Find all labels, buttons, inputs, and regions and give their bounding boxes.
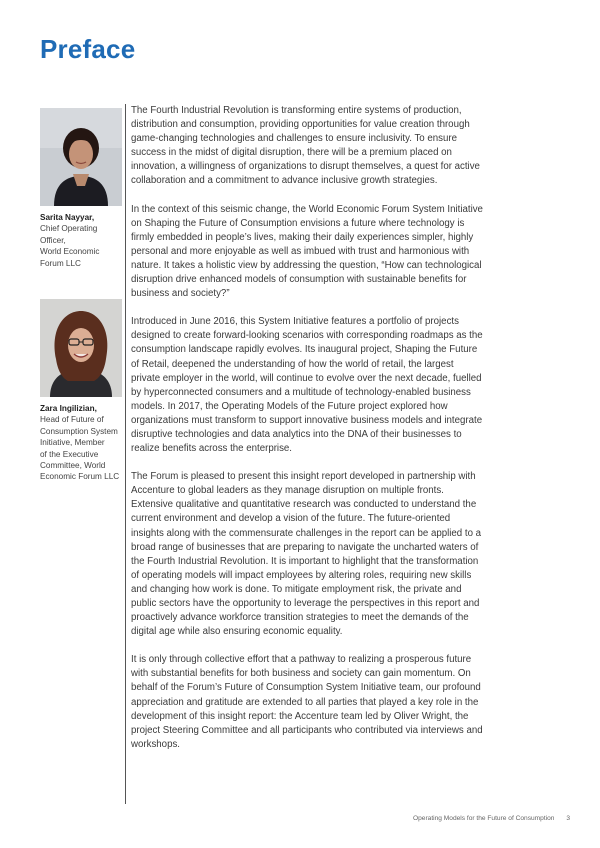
body-paragraph: Introduced in June 2016, this System Initiative features a portfolio of projects designed to create forward-looking scenarios with corresponding roadmaps as the consumption landscape rapidly evolves. Its inaugural project, Shaping the Future of Retail, deepened the understanding of how the world of retail, the largest private employer in the world, will continue to evolve over the next decade, fuelled by hyperconnected consumers and a multitude of technology-enabled business models. In 2017, the Operating Models of the Future project explored how organizations must transform to support innovative business models and integrate disruptive technologies and data analytics into the DNA of their businesses to realize benefits across the enterprise. [131,316,483,455]
author-photo [40,299,122,397]
page-number: 3 [566,815,570,822]
body-paragraph: In the context of this seismic change, the World Economic Forum System Initiative on Shaping the Future of Consumption envisions a future where technology is firmly embedded in people’s lives, making their daily experiences simpler, highly personal and more enjoyable as well as imbued with trust and harmonious with nature. It takes a holistic view by addressing the question, “How can technological disruption drive enhanced models of consumption with sustainable benefits for business and society?” [131,203,483,300]
body-paragraph: It is only through collective effort that a pathway to realizing a prosperous future with substantial benefits for both business and society can gain momentum. On behalf of the Forum’s Future of Consumption System Initiative team, our profound appreciation and gratitude are extended to all parties that played a key role in the development of this insight report: the Accenture team led by Oliver Wright, the project Steering Committee and all participants who contributed via interviews and workshops. [131,654,483,750]
author-name: Sarita Nayyar, [40,213,95,222]
author-role-line: Initiative, Member [40,438,105,448]
body-paragraph: The Forum is pleased to present this insight report developed in partnership with Accenture to global leaders as they manage disruption on multiple fronts. Extensive qualitative and quantitative research was conducted to understand the current environment and develop a vision of the future. The future-oriented insights along with the commensurate challenges in the report can be applied to a broad range of businesses that are preparing to navigate the uncharted waters of the Fourth Industrial Revolution. It is important to highlight that the transformation of operating models will impact employees by altering roles, requiring new skills and changing how work is done. To mitigate employment risk, the private and public sectors have the opportunity to leverage the perspectives in this report and proactively advance workforce transition strategies to meet the demands of the digital age while also ensuring economic equality. [131,471,482,638]
author-role-line: Chief Operating Officer, [40,224,98,245]
author-sidebar [40,108,122,483]
author-role-line: World Economic [40,247,100,257]
page-title: Preface [40,34,136,64]
author-role-line: Consumption System [40,426,118,436]
author-caption [40,212,122,269]
column-divider [125,104,126,804]
author-role-line: Head of Future of [40,415,104,425]
page-footer [413,815,570,822]
body-paragraph: The Fourth Industrial Revolution is transforming entire systems of production, distribution and consumption, providing opportunities for value creation through game-changing technologies and challenges to ensure inclusivity. To ensure success in the midst of digital disruption, there will be a premium placed on innovation, a willingness of organizations to disrupt themselves, a quest for active collaboration and a commitment to advance inclusive growth strategies. [131,105,480,187]
footer-report-title: Operating Models for the Future of Consumption [413,815,555,822]
author-caption [40,403,122,483]
author-role-line: Forum LLC [40,258,81,268]
author-role-line: of the Executive [40,449,99,459]
author-photo [40,108,122,206]
author-role-line: Committee, World [40,461,106,471]
author-role-line: Economic Forum LLC [40,472,120,482]
author-name: Zara Ingilizian, [40,404,97,414]
preface-body [131,104,483,766]
